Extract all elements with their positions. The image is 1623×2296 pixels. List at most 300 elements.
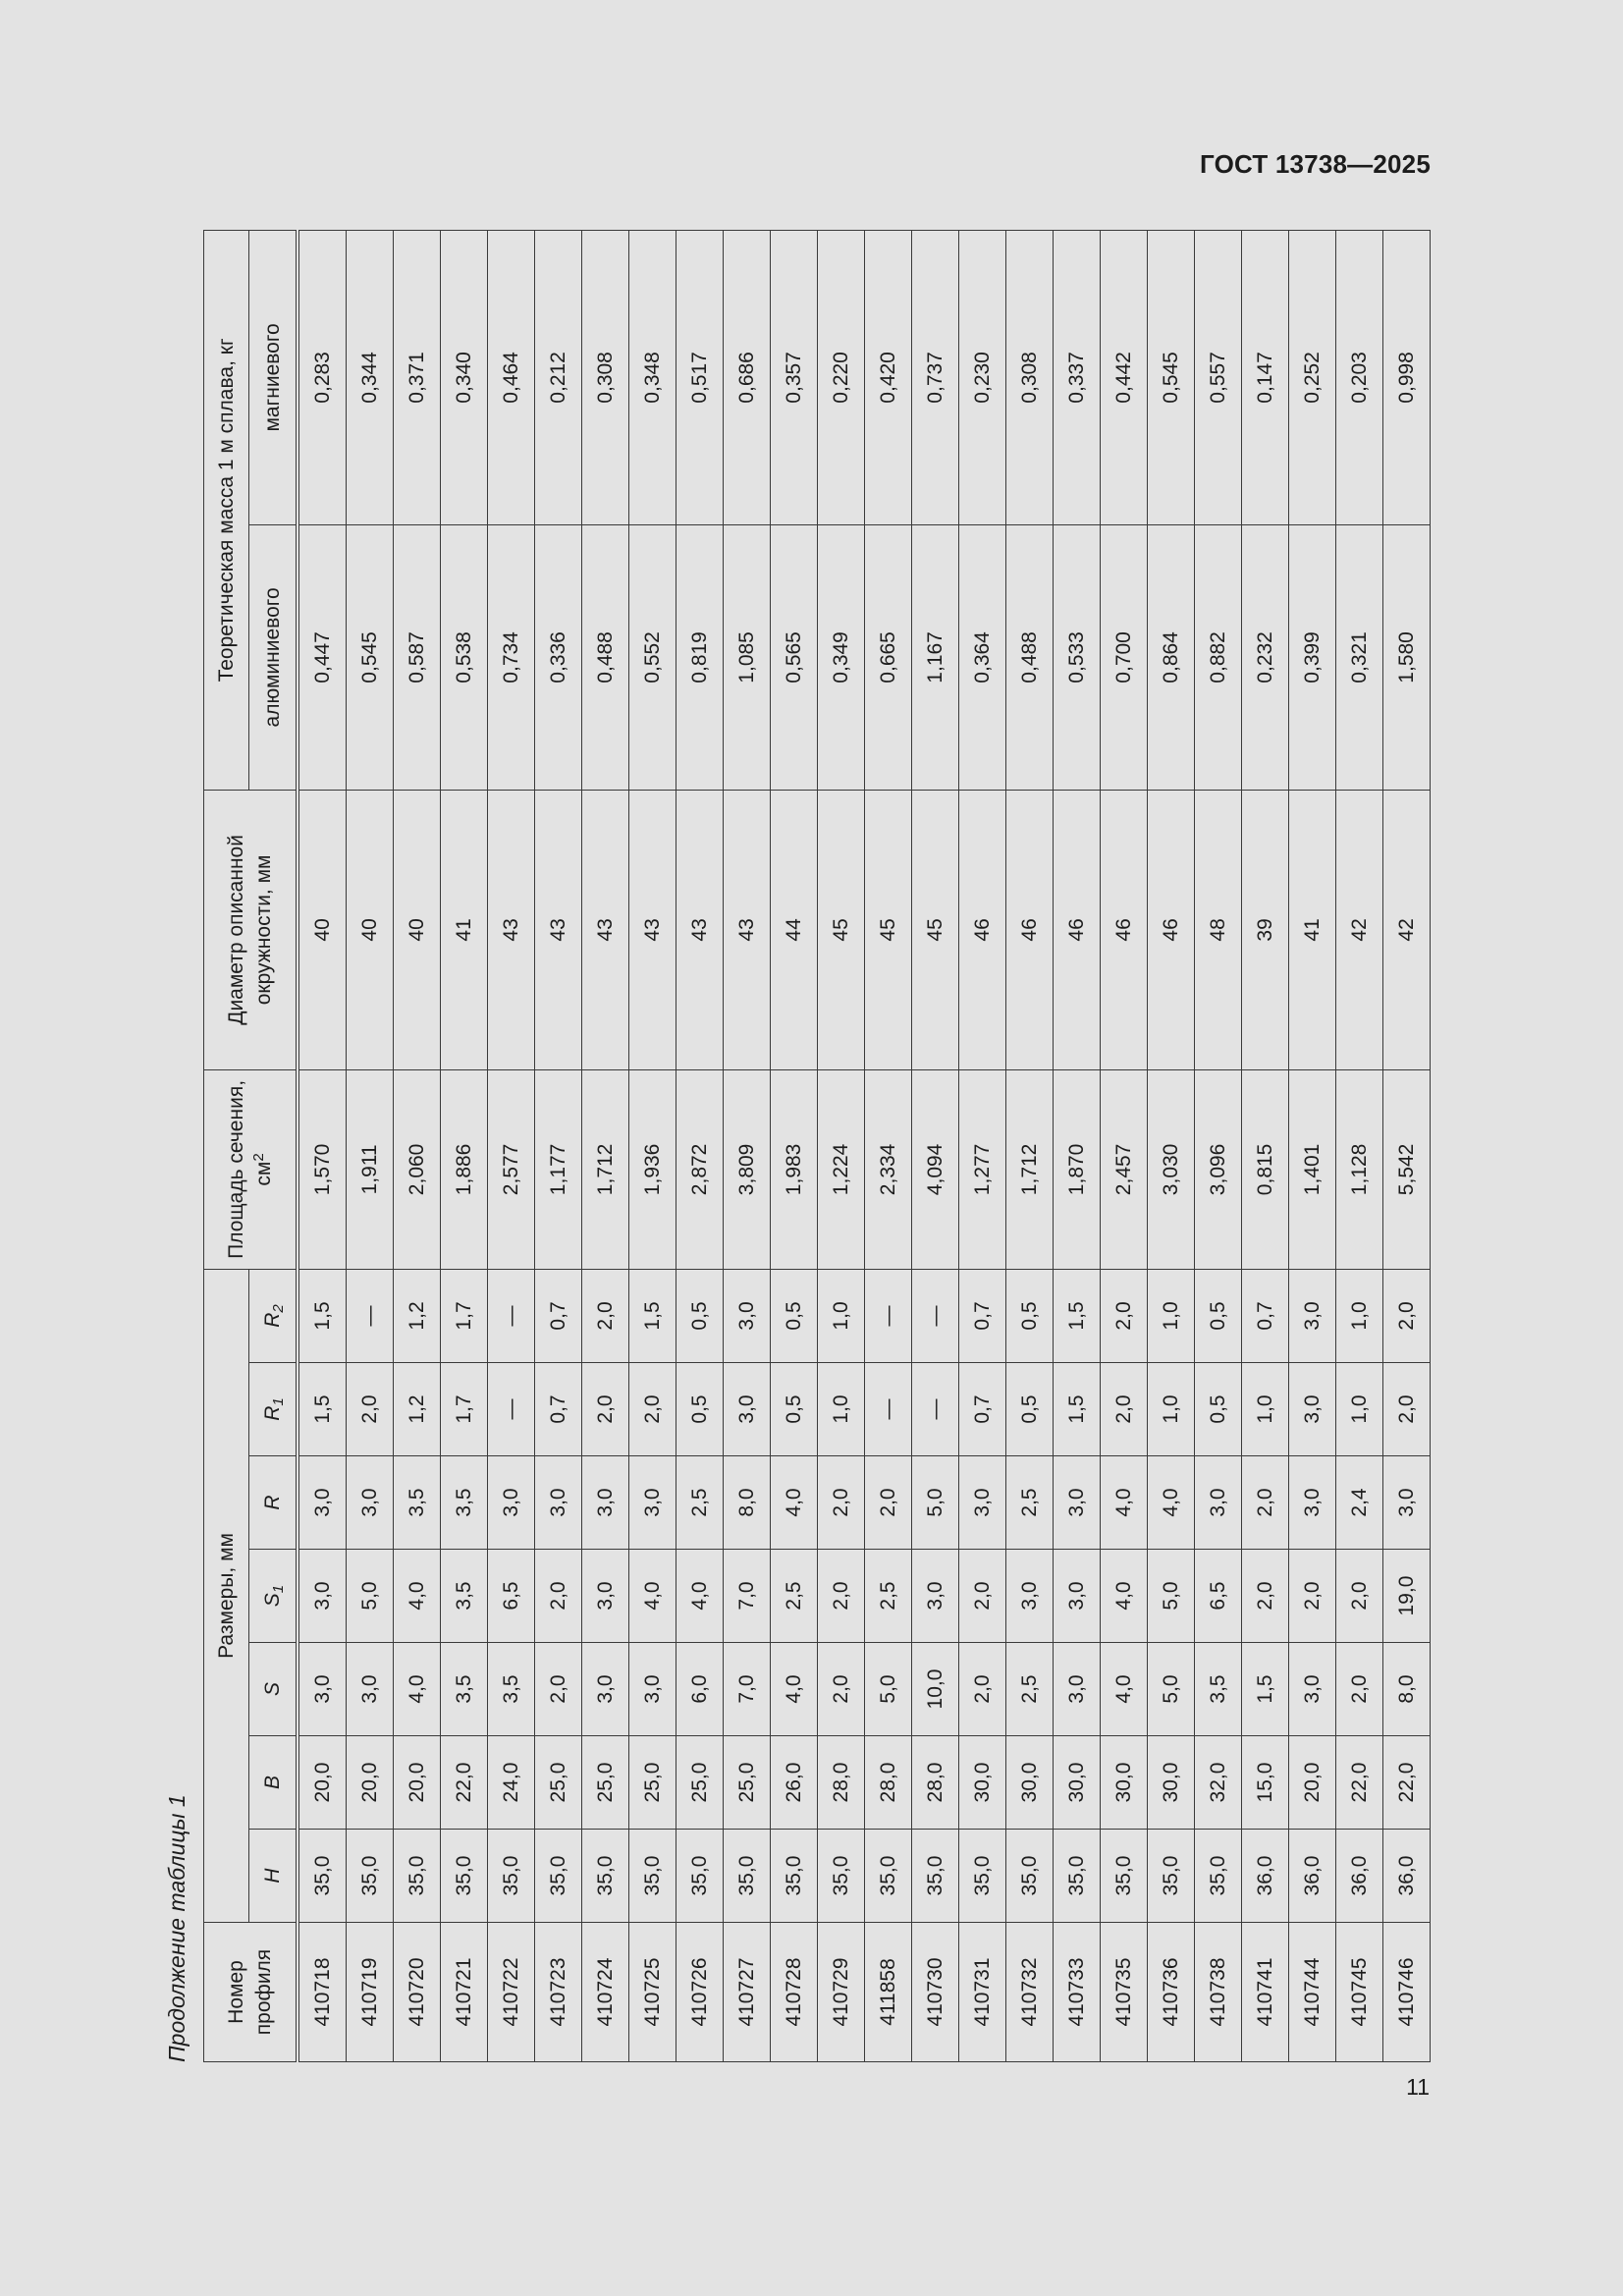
cell-diameter: 40 (298, 790, 347, 1069)
cell-S1: 4,0 (629, 1550, 676, 1643)
cell-profile-number: 410725 (629, 1923, 676, 2062)
cell-R1: 0,5 (1195, 1363, 1242, 1456)
cell-S: 3,0 (347, 1643, 394, 1736)
cell-R1: 2,0 (347, 1363, 394, 1456)
cell-mass-magnesium: 0,442 (1101, 230, 1148, 524)
table-body (298, 230, 1431, 2061)
cell-R: 3,0 (1383, 1456, 1431, 1550)
cell-S: 2,0 (959, 1643, 1006, 1736)
cell-mass-aluminum: 1,085 (724, 524, 771, 790)
cell-H: 35,0 (1148, 1830, 1195, 1923)
cell-S1: 6,5 (1195, 1550, 1242, 1643)
table-row (1101, 230, 1148, 2061)
cell-section-area: 1,911 (347, 1069, 394, 1269)
cell-mass-aluminum: 0,734 (488, 524, 535, 790)
cell-H: 35,0 (1054, 1830, 1101, 1923)
cell-S: 3,5 (441, 1643, 488, 1736)
cell-section-area: 2,577 (488, 1069, 535, 1269)
table-row (1242, 230, 1289, 2061)
cell-R2: 0,7 (959, 1269, 1006, 1362)
cell-mass-aluminum: 0,864 (1148, 524, 1195, 790)
cell-S1: 2,5 (865, 1550, 912, 1643)
cell-R: 5,0 (912, 1456, 959, 1550)
cell-S: 6,0 (676, 1643, 724, 1736)
cell-mass-aluminum: 0,321 (1336, 524, 1383, 790)
table-row (1006, 230, 1054, 2061)
cell-B: 20,0 (394, 1736, 441, 1830)
cell-R2: 1,0 (1336, 1269, 1383, 1362)
cell-R1: 0,7 (959, 1363, 1006, 1456)
cell-H: 35,0 (959, 1830, 1006, 1923)
cell-mass-magnesium: 0,998 (1383, 230, 1431, 524)
table-row (535, 230, 582, 2061)
cell-S1: 2,0 (1289, 1550, 1336, 1643)
cell-diameter: 46 (1006, 790, 1054, 1069)
cell-mass-magnesium: 0,340 (441, 230, 488, 524)
cell-R1: 1,0 (1336, 1363, 1383, 1456)
cell-R1: 2,0 (1383, 1363, 1431, 1456)
cell-diameter: 41 (1289, 790, 1336, 1069)
cell-R: 3,5 (441, 1456, 488, 1550)
cell-R2: 0,5 (1006, 1269, 1054, 1362)
cell-mass-aluminum: 0,336 (535, 524, 582, 790)
cell-H: 35,0 (865, 1830, 912, 1923)
cell-diameter: 41 (441, 790, 488, 1069)
cell-S1: 7,0 (724, 1550, 771, 1643)
table-row (441, 230, 488, 2061)
cell-S: 4,0 (1101, 1643, 1148, 1736)
cell-B: 22,0 (1336, 1736, 1383, 1830)
cell-R: 4,0 (1148, 1456, 1195, 1550)
cell-mass-magnesium: 0,337 (1054, 230, 1101, 524)
cell-mass-magnesium: 0,252 (1289, 230, 1336, 524)
cell-R1: 2,0 (1101, 1363, 1148, 1456)
table-row (1336, 230, 1383, 2061)
cell-mass-magnesium: 0,220 (818, 230, 865, 524)
cell-H: 35,0 (441, 1830, 488, 1923)
cell-profile-number: 410727 (724, 1923, 771, 2062)
cell-R: 3,0 (1195, 1456, 1242, 1550)
cell-R1: 2,0 (629, 1363, 676, 1456)
cell-B: 26,0 (771, 1736, 818, 1830)
cell-R2: 0,7 (1242, 1269, 1289, 1362)
cell-S1: 3,0 (298, 1550, 347, 1643)
cell-R: 2,5 (1006, 1456, 1054, 1550)
cell-R2: 1,5 (1054, 1269, 1101, 1362)
cell-R2: — (488, 1269, 535, 1362)
cell-diameter: 43 (629, 790, 676, 1069)
cell-profile-number: 410732 (1006, 1923, 1054, 2062)
cell-S: 2,0 (1336, 1643, 1383, 1736)
cell-H: 35,0 (394, 1830, 441, 1923)
cell-S1: 2,0 (1336, 1550, 1383, 1643)
cell-R2: 1,0 (1148, 1269, 1195, 1362)
cell-B: 25,0 (724, 1736, 771, 1830)
cell-diameter: 42 (1383, 790, 1431, 1069)
cell-R: 2,4 (1336, 1456, 1383, 1550)
cell-S1: 2,5 (771, 1550, 818, 1643)
cell-R2: 0,7 (535, 1269, 582, 1362)
cell-S: 4,0 (394, 1643, 441, 1736)
table-row (912, 230, 959, 2061)
cell-mass-aluminum: 0,665 (865, 524, 912, 790)
cell-mass-aluminum: 0,882 (1195, 524, 1242, 790)
cell-R2: 2,0 (582, 1269, 629, 1362)
cell-S: 3,0 (582, 1643, 629, 1736)
cell-diameter: 46 (1054, 790, 1101, 1069)
header-aluminum: алюминиевого (249, 524, 298, 790)
cell-S1: 6,5 (488, 1550, 535, 1643)
cell-R2: 1,5 (298, 1269, 347, 1362)
cell-mass-aluminum: 0,819 (676, 524, 724, 790)
cell-S1: 5,0 (1148, 1550, 1195, 1643)
cell-mass-aluminum: 0,545 (347, 524, 394, 790)
cell-R2: 2,0 (1101, 1269, 1148, 1362)
cell-diameter: 43 (535, 790, 582, 1069)
cell-R2: 0,5 (676, 1269, 724, 1362)
table-row (1148, 230, 1195, 2061)
cell-S1: 2,0 (1242, 1550, 1289, 1643)
table-header (204, 230, 298, 2061)
cell-H: 35,0 (347, 1830, 394, 1923)
cell-S1: 2,0 (818, 1550, 865, 1643)
cell-mass-aluminum: 0,565 (771, 524, 818, 790)
cell-mass-aluminum: 0,488 (1006, 524, 1054, 790)
table-caption: Продолжение таблицы 1 (164, 1794, 189, 2062)
cell-diameter: 42 (1336, 790, 1383, 1069)
cell-section-area: 1,886 (441, 1069, 488, 1269)
cell-section-area: 4,094 (912, 1069, 959, 1269)
cell-section-area: 1,177 (535, 1069, 582, 1269)
cell-R1: 1,0 (1242, 1363, 1289, 1456)
cell-mass-aluminum: 0,538 (441, 524, 488, 790)
cell-profile-number: 410746 (1383, 1923, 1431, 2062)
table-row (629, 230, 676, 2061)
cell-R2: 1,0 (818, 1269, 865, 1362)
cell-profile-number: 410718 (298, 1923, 347, 2062)
header-H: H (249, 1830, 298, 1923)
cell-section-area: 2,457 (1101, 1069, 1148, 1269)
cell-mass-magnesium: 0,348 (629, 230, 676, 524)
cell-R1: 1,5 (1054, 1363, 1101, 1456)
cell-mass-magnesium: 0,545 (1148, 230, 1195, 524)
cell-R: 3,0 (1054, 1456, 1101, 1550)
header-R1: $R_1$ (249, 1363, 298, 1456)
cell-profile-number: 410722 (488, 1923, 535, 2062)
cell-mass-aluminum: 0,447 (298, 524, 347, 790)
cell-section-area: 0,815 (1242, 1069, 1289, 1269)
cell-S: 2,0 (818, 1643, 865, 1736)
table-row (676, 230, 724, 2061)
cell-diameter: 40 (347, 790, 394, 1069)
cell-mass-magnesium: 0,308 (1006, 230, 1054, 524)
cell-R1: — (865, 1363, 912, 1456)
cell-profile-number: 411858 (865, 1923, 912, 2062)
cell-H: 35,0 (1006, 1830, 1054, 1923)
cell-B: 28,0 (865, 1736, 912, 1830)
cell-B: 30,0 (1054, 1736, 1101, 1830)
cell-mass-magnesium: 0,203 (1336, 230, 1383, 524)
cell-profile-number: 410738 (1195, 1923, 1242, 2062)
cell-mass-magnesium: 0,283 (298, 230, 347, 524)
cell-mass-magnesium: 0,420 (865, 230, 912, 524)
cell-diameter: 39 (1242, 790, 1289, 1069)
cell-H: 35,0 (912, 1830, 959, 1923)
table-row (865, 230, 912, 2061)
cell-B: 24,0 (488, 1736, 535, 1830)
cell-diameter: 43 (724, 790, 771, 1069)
table-row (1195, 230, 1242, 2061)
cell-R: 2,0 (818, 1456, 865, 1550)
cell-mass-magnesium: 0,737 (912, 230, 959, 524)
cell-R2: 1,5 (629, 1269, 676, 1362)
cell-S: 8,0 (1383, 1643, 1431, 1736)
table-row (394, 230, 441, 2061)
cell-profile-number: 410736 (1148, 1923, 1195, 2062)
cell-H: 35,0 (1195, 1830, 1242, 1923)
profiles-table (203, 230, 1431, 2062)
cell-R: 3,0 (298, 1456, 347, 1550)
cell-R: 4,0 (1101, 1456, 1148, 1550)
table-row (1289, 230, 1336, 2061)
cell-R: 3,5 (394, 1456, 441, 1550)
cell-mass-magnesium: 0,147 (1242, 230, 1289, 524)
cell-profile-number: 410744 (1289, 1923, 1336, 2062)
cell-B: 30,0 (959, 1736, 1006, 1830)
cell-diameter: 46 (1148, 790, 1195, 1069)
cell-profile-number: 410731 (959, 1923, 1006, 2062)
cell-diameter: 48 (1195, 790, 1242, 1069)
cell-B: 22,0 (441, 1736, 488, 1830)
cell-profile-number: 410741 (1242, 1923, 1289, 2062)
cell-B: 28,0 (912, 1736, 959, 1830)
cell-H: 36,0 (1336, 1830, 1383, 1923)
cell-section-area: 1,224 (818, 1069, 865, 1269)
cell-S1: 4,0 (676, 1550, 724, 1643)
header-theoretical-mass-group: Теоретическая масса 1 м сплава, кг (204, 230, 249, 790)
cell-R2: 3,0 (1289, 1269, 1336, 1362)
header-profile-number: Номер профиля (204, 1923, 298, 2062)
cell-S1: 3,0 (912, 1550, 959, 1643)
table-row (347, 230, 394, 2061)
table-row (1054, 230, 1101, 2061)
table-row (724, 230, 771, 2061)
header-S: S (249, 1643, 298, 1736)
cell-diameter: 40 (394, 790, 441, 1069)
cell-section-area: 2,060 (394, 1069, 441, 1269)
cell-profile-number: 410729 (818, 1923, 865, 2062)
cell-diameter: 46 (1101, 790, 1148, 1069)
cell-S1: 3,0 (1006, 1550, 1054, 1643)
cell-R1: 3,0 (724, 1363, 771, 1456)
cell-H: 35,0 (818, 1830, 865, 1923)
header-dimensions-group: Размеры, мм (204, 1269, 249, 1922)
cell-R: 3,0 (582, 1456, 629, 1550)
cell-mass-magnesium: 0,230 (959, 230, 1006, 524)
cell-R: 3,0 (535, 1456, 582, 1550)
cell-section-area: 2,334 (865, 1069, 912, 1269)
cell-B: 30,0 (1148, 1736, 1195, 1830)
cell-profile-number: 410723 (535, 1923, 582, 2062)
cell-R2: — (865, 1269, 912, 1362)
cell-mass-aluminum: 0,533 (1054, 524, 1101, 790)
cell-B: 15,0 (1242, 1736, 1289, 1830)
page-number: 11 (1406, 2074, 1430, 2100)
cell-H: 35,0 (582, 1830, 629, 1923)
table-row (488, 230, 535, 2061)
cell-diameter: 43 (488, 790, 535, 1069)
header-circumscribed-diameter: Диаметр описанной окружности, мм (204, 790, 298, 1069)
cell-R: 3,0 (347, 1456, 394, 1550)
header-R: R (249, 1456, 298, 1550)
cell-profile-number: 410730 (912, 1923, 959, 2062)
cell-S: 3,0 (1054, 1643, 1101, 1736)
cell-mass-aluminum: 0,488 (582, 524, 629, 790)
table-row (818, 230, 865, 2061)
cell-S1: 5,0 (347, 1550, 394, 1643)
cell-R2: 1,7 (441, 1269, 488, 1362)
cell-profile-number: 410721 (441, 1923, 488, 2062)
cell-S: 1,5 (1242, 1643, 1289, 1736)
cell-section-area: 3,096 (1195, 1069, 1242, 1269)
cell-mass-magnesium: 0,686 (724, 230, 771, 524)
table-row (959, 230, 1006, 2061)
cell-B: 28,0 (818, 1736, 865, 1830)
cell-mass-aluminum: 0,232 (1242, 524, 1289, 790)
cell-H: 36,0 (1383, 1830, 1431, 1923)
cell-R: 4,0 (771, 1456, 818, 1550)
cell-diameter: 45 (865, 790, 912, 1069)
cell-R2: 1,2 (394, 1269, 441, 1362)
cell-H: 35,0 (488, 1830, 535, 1923)
cell-mass-magnesium: 0,357 (771, 230, 818, 524)
cell-section-area: 1,712 (582, 1069, 629, 1269)
cell-R1: 3,0 (1289, 1363, 1336, 1456)
cell-B: 32,0 (1195, 1736, 1242, 1830)
cell-profile-number: 410726 (676, 1923, 724, 2062)
cell-S1: 2,0 (959, 1550, 1006, 1643)
cell-R1: 1,5 (298, 1363, 347, 1456)
cell-S1: 19,0 (1383, 1550, 1431, 1643)
cell-section-area: 1,983 (771, 1069, 818, 1269)
cell-mass-magnesium: 0,464 (488, 230, 535, 524)
cell-diameter: 43 (582, 790, 629, 1069)
cell-profile-number: 410720 (394, 1923, 441, 2062)
cell-S1: 4,0 (1101, 1550, 1148, 1643)
cell-R2: 0,5 (1195, 1269, 1242, 1362)
table-row (298, 230, 347, 2061)
cell-profile-number: 410728 (771, 1923, 818, 2062)
cell-diameter: 45 (818, 790, 865, 1069)
cell-section-area: 2,872 (676, 1069, 724, 1269)
cell-S1: 2,0 (535, 1550, 582, 1643)
rotated-table-frame (155, 231, 1430, 2062)
cell-H: 35,0 (724, 1830, 771, 1923)
cell-H: 35,0 (676, 1830, 724, 1923)
cell-B: 25,0 (535, 1736, 582, 1830)
cell-H: 35,0 (629, 1830, 676, 1923)
table-row (771, 230, 818, 2061)
cell-S: 5,0 (1148, 1643, 1195, 1736)
cell-B: 25,0 (676, 1736, 724, 1830)
cell-S: 2,5 (1006, 1643, 1054, 1736)
cell-R1: 2,0 (582, 1363, 629, 1456)
cell-R1: — (488, 1363, 535, 1456)
cell-profile-number: 410733 (1054, 1923, 1101, 2062)
cell-R1: 1,0 (1148, 1363, 1195, 1456)
header-B: B (249, 1736, 298, 1830)
cell-H: 35,0 (771, 1830, 818, 1923)
cell-section-area: 1,128 (1336, 1069, 1383, 1269)
cell-diameter: 43 (676, 790, 724, 1069)
cell-S: 7,0 (724, 1643, 771, 1736)
cell-B: 20,0 (347, 1736, 394, 1830)
cell-B: 22,0 (1383, 1736, 1431, 1830)
cell-mass-aluminum: 0,552 (629, 524, 676, 790)
cell-section-area: 3,030 (1148, 1069, 1195, 1269)
cell-B: 20,0 (1289, 1736, 1336, 1830)
cell-diameter: 45 (912, 790, 959, 1069)
cell-profile-number: 410735 (1101, 1923, 1148, 2062)
cell-section-area: 1,570 (298, 1069, 347, 1269)
cell-mass-aluminum: 0,349 (818, 524, 865, 790)
cell-section-area: 1,936 (629, 1069, 676, 1269)
cell-R1: 1,0 (818, 1363, 865, 1456)
cell-S: 10,0 (912, 1643, 959, 1736)
header-magnesium: магниевого (249, 230, 298, 524)
cell-R: 8,0 (724, 1456, 771, 1550)
cell-H: 36,0 (1242, 1830, 1289, 1923)
cell-profile-number: 410724 (582, 1923, 629, 2062)
cell-H: 35,0 (1101, 1830, 1148, 1923)
cell-R: 3,0 (629, 1456, 676, 1550)
cell-R2: 0,5 (771, 1269, 818, 1362)
header-section-area: Площадь сечения, $см^2$ (204, 1069, 298, 1269)
cell-S1: 3,0 (582, 1550, 629, 1643)
cell-S: 4,0 (771, 1643, 818, 1736)
cell-R2: — (912, 1269, 959, 1362)
cell-mass-aluminum: 0,399 (1289, 524, 1336, 790)
cell-S: 3,0 (1289, 1643, 1336, 1736)
cell-S: 3,5 (488, 1643, 535, 1736)
cell-R: 3,0 (488, 1456, 535, 1550)
cell-R1: — (912, 1363, 959, 1456)
cell-diameter: 44 (771, 790, 818, 1069)
cell-R: 2,5 (676, 1456, 724, 1550)
cell-S: 5,0 (865, 1643, 912, 1736)
cell-mass-magnesium: 0,344 (347, 230, 394, 524)
cell-section-area: 1,870 (1054, 1069, 1101, 1269)
cell-section-area: 1,712 (1006, 1069, 1054, 1269)
cell-mass-magnesium: 0,557 (1195, 230, 1242, 524)
cell-mass-aluminum: 1,167 (912, 524, 959, 790)
cell-mass-aluminum: 0,587 (394, 524, 441, 790)
cell-R1: 0,5 (771, 1363, 818, 1456)
cell-section-area: 1,277 (959, 1069, 1006, 1269)
cell-R1: 0,7 (535, 1363, 582, 1456)
cell-diameter: 46 (959, 790, 1006, 1069)
cell-H: 35,0 (298, 1830, 347, 1923)
cell-section-area: 5,542 (1383, 1069, 1431, 1269)
cell-B: 20,0 (298, 1736, 347, 1830)
cell-R1: 1,7 (441, 1363, 488, 1456)
cell-section-area: 1,401 (1289, 1069, 1336, 1269)
table-row (582, 230, 629, 2061)
cell-mass-magnesium: 0,308 (582, 230, 629, 524)
cell-profile-number: 410719 (347, 1923, 394, 2062)
cell-R2: 3,0 (724, 1269, 771, 1362)
cell-mass-aluminum: 1,580 (1383, 524, 1431, 790)
